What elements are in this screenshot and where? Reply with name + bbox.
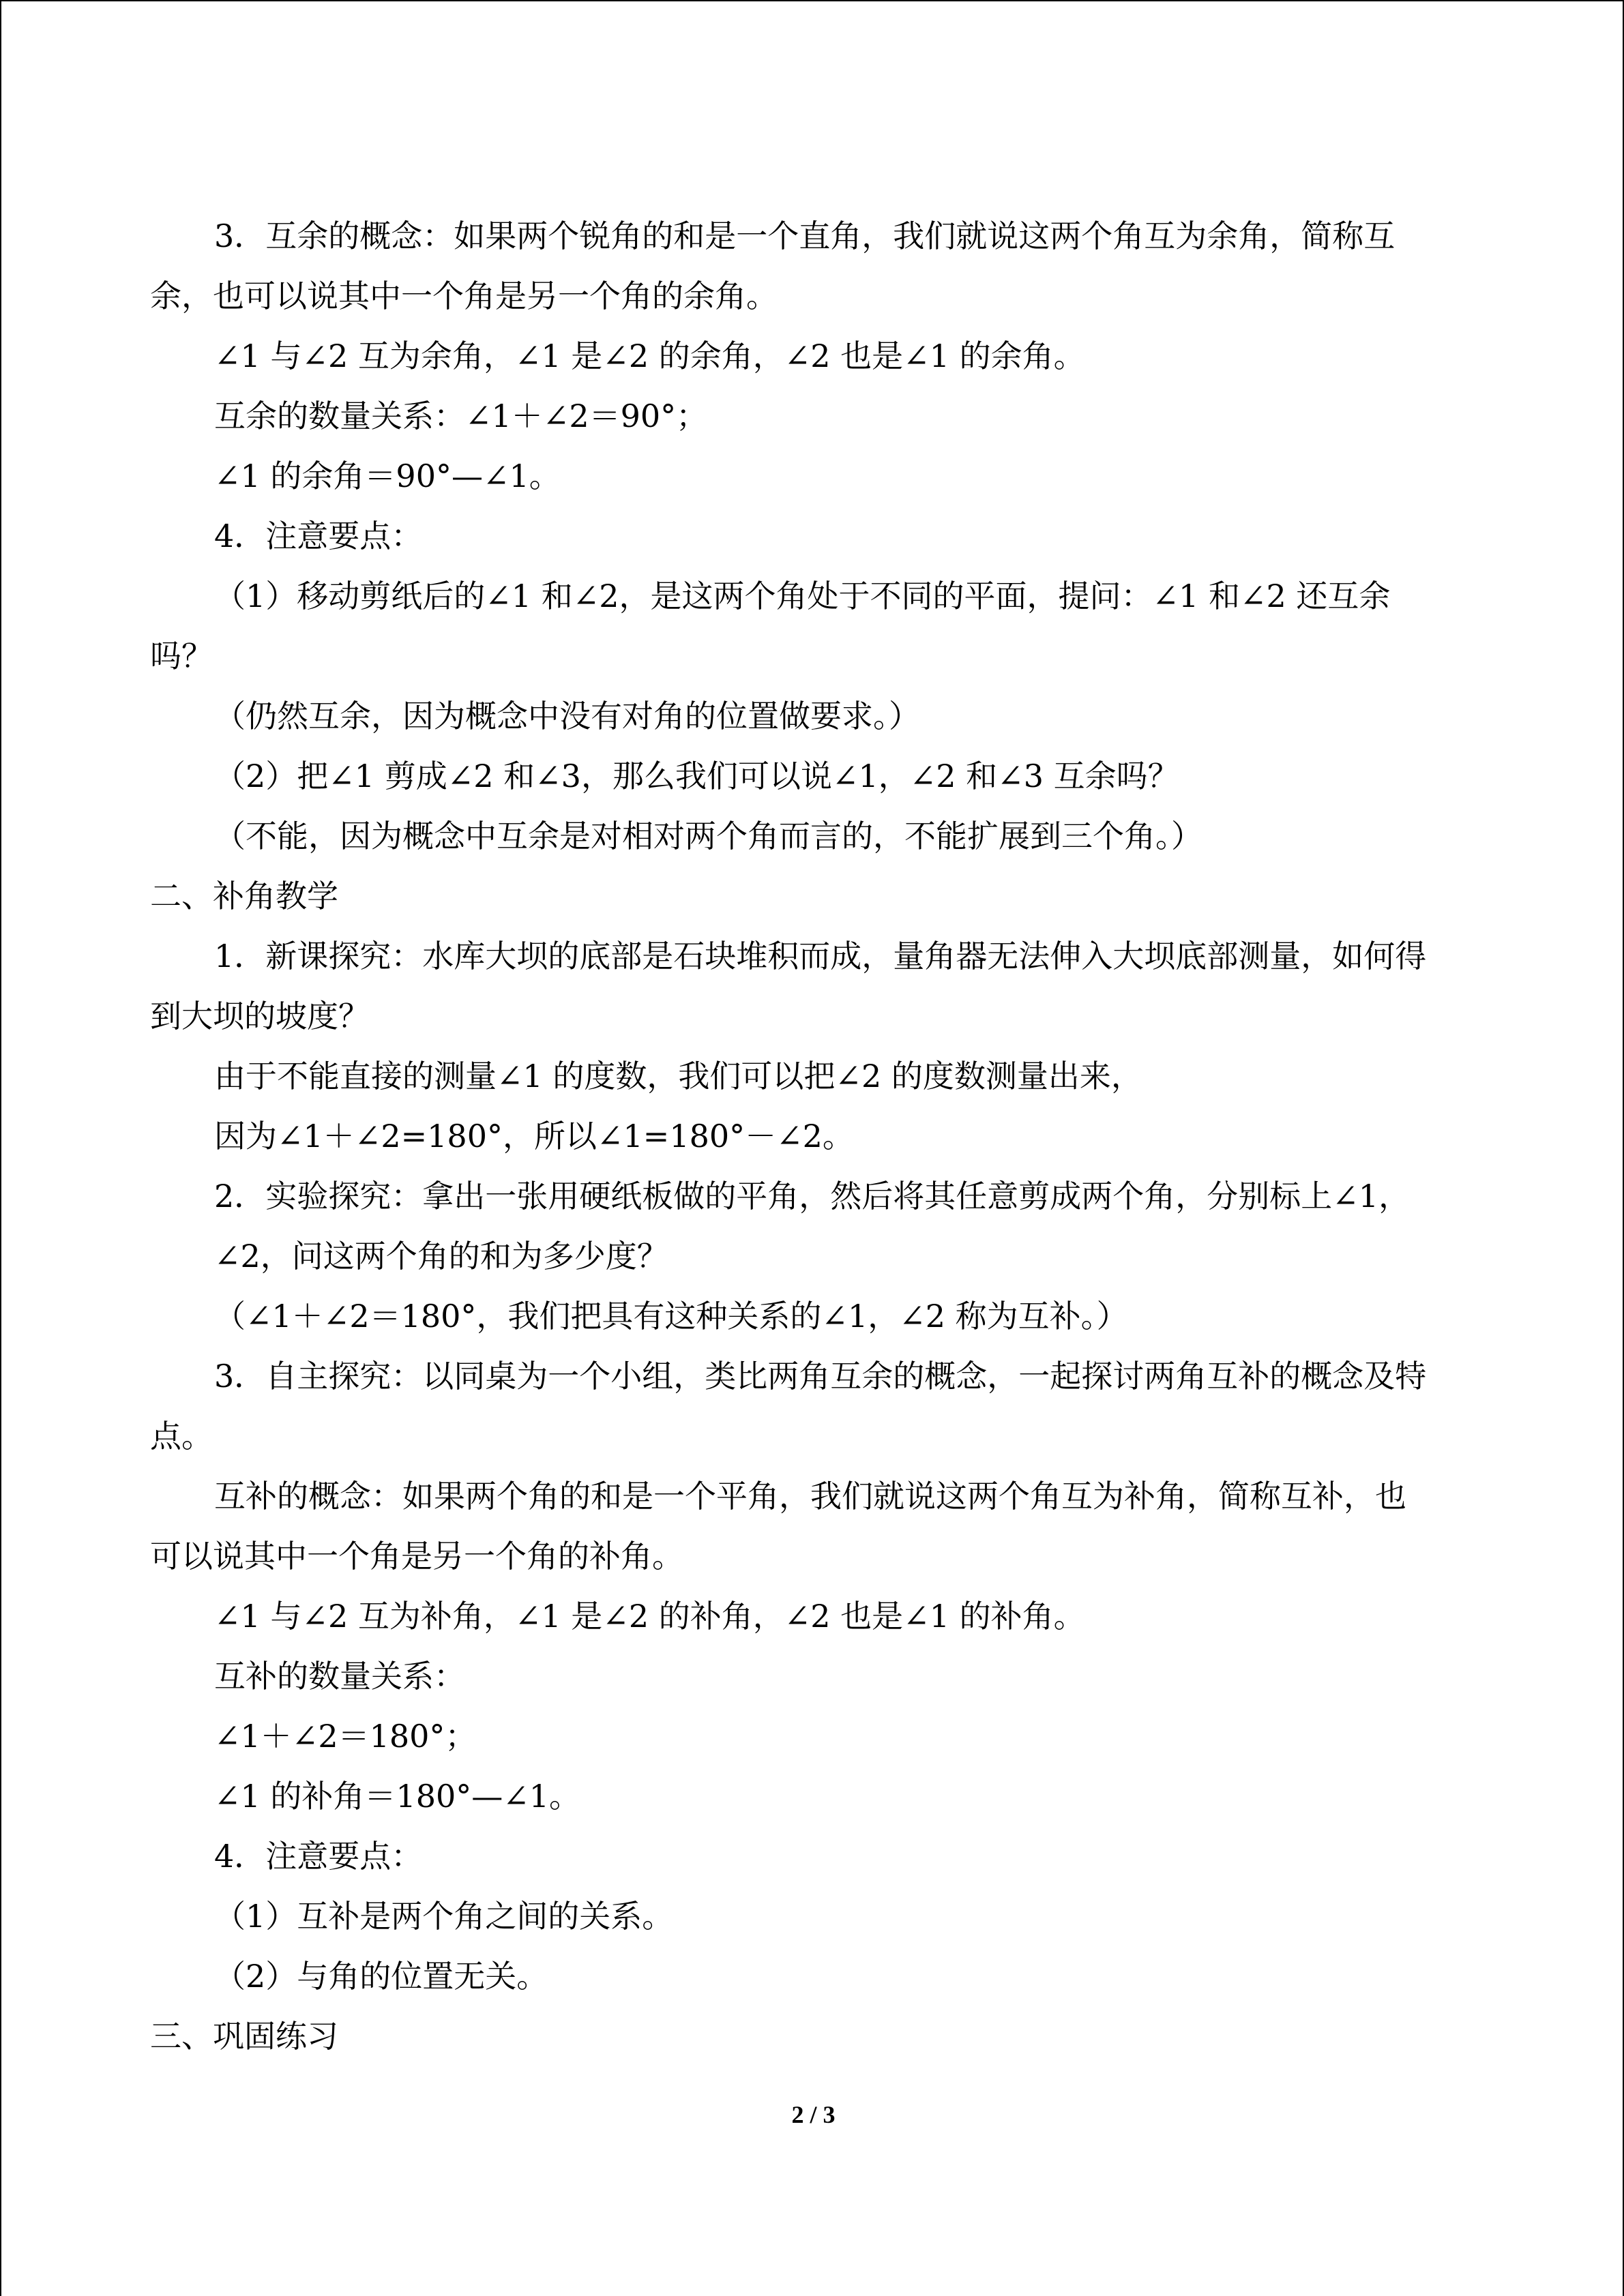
paragraph: 1．新课探究：水库大坝的底部是石块堆积而成，量角器无法伸入大坝底部测量，如何得 (214, 938, 1427, 974)
paragraph: 到大坝的坡度？ (150, 998, 370, 1034)
paragraph: 互补的数量关系： (214, 1658, 465, 1695)
paragraph: ∠2，问这两个角的和为多少度？ (214, 1238, 668, 1274)
paragraph: ∠1＋∠2＝180°； (214, 1718, 477, 1755)
paragraph: 2．实验探究：拿出一张用硬纸板做的平角，然后将其任意剪成两个角，分别标上∠1， (214, 1178, 1411, 1214)
paragraph: （1）移动剪纸后的∠1 和∠2，是这两个角处于不同的平面，提问：∠1 和∠2 还互余 (214, 578, 1391, 614)
paragraph: （∠1＋∠2＝180°，我们把具有这种关系的∠1，∠2 称为互补。） (214, 1298, 1128, 1335)
paragraph: （1）互补是两个角之间的关系。 (214, 1898, 674, 1935)
section-heading: 三、巩固练习 (150, 2018, 338, 2055)
paragraph: （2）与角的位置无关。 (214, 1958, 548, 1995)
paragraph: 点。 (150, 1418, 213, 1455)
paragraph: 4．注意要点： (214, 518, 423, 554)
paragraph: ∠1 与∠2 互为余角，∠1 是∠2 的余角，∠2 也是∠1 的余角。 (214, 338, 1085, 374)
section-heading: 二、补角教学 (150, 878, 338, 914)
paragraph: ∠1 的补角＝180°—∠1。 (214, 1778, 581, 1815)
paragraph: 由于不能直接的测量∠1 的度数，我们可以把∠2 的度数测量出来， (214, 1058, 1142, 1094)
paragraph: 互余的数量关系：∠1＋∠2＝90°； (214, 398, 708, 434)
paragraph: 可以说其中一个角是另一个角的补角。 (150, 1538, 683, 1575)
paragraph: 因为∠1＋∠2=180°，所以∠1=180°－∠2。 (214, 1118, 854, 1154)
paragraph: （不能，因为概念中互余是对相对两个角而言的，不能扩展到三个角。） (214, 818, 1202, 854)
paragraph: 3．自主探究：以同桌为一个小组，类比两角互余的概念，一起探讨两角互补的概念及特 (214, 1358, 1427, 1395)
paragraph: 4．注意要点： (214, 1838, 423, 1875)
paragraph: ∠1 与∠2 互为补角，∠1 是∠2 的补角，∠2 也是∠1 的补角。 (214, 1598, 1085, 1635)
paragraph: （2）把∠1 剪成∠2 和∠3，那么我们可以说∠1，∠2 和∠3 互余吗？ (214, 758, 1179, 794)
paragraph: 3．互余的概念：如果两个锐角的和是一个直角，我们就说这两个角互为余角，简称互 (214, 218, 1396, 254)
paragraph: 吗？ (150, 638, 213, 674)
paragraph: 互补的概念：如果两个角的和是一个平角，我们就说这两个角互为补角，简称互补，也 (214, 1478, 1406, 1515)
paragraph: ∠1 的余角＝90°—∠1。 (214, 458, 561, 494)
paragraph: 余，也可以说其中一个角是另一个角的余角。 (150, 278, 778, 314)
paragraph: （仍然互余，因为概念中没有对角的位置做要求。） (214, 698, 920, 734)
page-number: 2 / 3 (791, 2101, 836, 2128)
document-body (150, 206, 1480, 2066)
